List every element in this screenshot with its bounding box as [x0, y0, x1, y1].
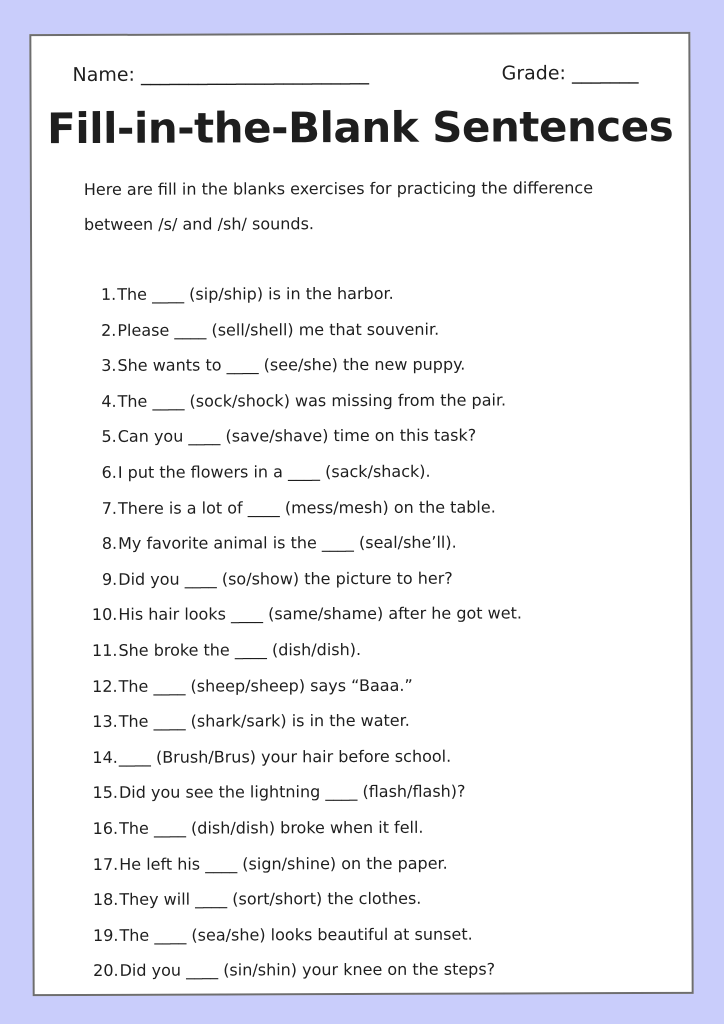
item-sentence: The ____ (sea/she) looks beautiful at sunset.	[119, 924, 473, 945]
list-item	[73, 560, 522, 597]
item-sentence: The ____ (shark/sark) is in the water.	[118, 710, 410, 731]
item-sentence: The ____ (dish/dish) broke when it fell.	[119, 817, 424, 838]
item-sentence: Can you ____ (save/shave) time on this task?	[117, 425, 477, 447]
item-number: 3.	[101, 356, 117, 376]
worksheet-page	[29, 32, 693, 996]
item-number: 13.	[92, 711, 118, 732]
item-number: 9.	[101, 569, 118, 589]
item-sentence: They will ____ (sort/short) the clothes.	[119, 888, 422, 909]
list-item	[75, 952, 524, 989]
list-item	[74, 881, 523, 918]
item-sentence: The ____ (sheep/sheep) says “Baaa.”	[118, 675, 413, 696]
item-number: 20.	[93, 961, 119, 981]
list-item	[72, 347, 521, 384]
item-number: 2.	[101, 320, 117, 340]
item-number: 6.	[101, 462, 117, 482]
list-item	[74, 916, 523, 953]
item-sentence: She broke the ____ (dish/dish).	[118, 639, 362, 660]
grade-field: Grade: _______	[501, 62, 639, 85]
item-number: 14.	[92, 747, 118, 767]
list-item	[73, 453, 522, 490]
page-title: Fill-in-the-Blank Sentences	[47, 101, 674, 154]
item-number: 8.	[101, 534, 118, 554]
list-item	[74, 667, 523, 704]
item-sentence: Did you ____ (so/show) the picture to her?	[118, 568, 453, 589]
item-number: 15.	[92, 783, 119, 803]
list-item	[73, 596, 522, 633]
item-sentence: There is a lot of ____ (mess/mesh) on the table.	[117, 497, 496, 518]
item-sentence: His hair looks ____ (same/shame) after he got wet.	[118, 603, 522, 625]
item-number: 16.	[92, 818, 119, 838]
item-sentence: The ____ (sock/shock) was missing from the pair.	[117, 390, 507, 411]
item-sentence: Did you see the lightning ____ (flash/flash)?	[118, 781, 466, 803]
intro-paragraph: Here are fill in the blanks exercises for practicing the difference between /s/ and /sh/ sounds.	[83, 178, 594, 234]
item-number: 5.	[101, 427, 117, 447]
list-item	[73, 489, 522, 526]
list-item	[73, 525, 522, 562]
item-number: 10.	[91, 605, 118, 625]
item-number: 19.	[92, 925, 119, 945]
header-row	[72, 62, 638, 86]
item-number: 4.	[101, 391, 117, 411]
list-item	[73, 418, 522, 455]
item-sentence: Did you ____ (sin/shin) your knee on the steps?	[119, 959, 496, 981]
list-item	[74, 738, 523, 775]
list-item	[74, 703, 523, 740]
name-field: Name: ________________________	[72, 62, 370, 87]
item-sentence: The ____ (sip/ship) is in the harbor.	[117, 283, 394, 304]
sentence-list	[72, 275, 523, 988]
list-item	[73, 631, 522, 668]
list-item	[74, 809, 523, 846]
item-number: 1.	[100, 284, 117, 304]
item-sentence: He left his ____ (sign/shine) on the paper.	[119, 853, 448, 874]
item-number: 12.	[92, 676, 118, 696]
item-number: 11.	[91, 640, 118, 660]
item-number: 18.	[92, 889, 119, 910]
item-number: 17.	[92, 854, 119, 874]
list-item	[74, 845, 523, 882]
item-number: 7.	[101, 498, 118, 518]
list-item	[74, 774, 523, 811]
item-sentence: ____ (Brush/Brus) your hair before school.	[118, 746, 452, 767]
item-sentence: I put the flowers in a ____ (sack/shack).	[117, 461, 431, 482]
item-sentence: Please ____ (sell/shell) me that souvenir.	[117, 319, 440, 340]
item-sentence: My favorite animal is the ____ (seal/she’ll).	[118, 532, 457, 554]
list-item	[72, 275, 521, 312]
item-sentence: She wants to ____ (see/she) the new puppy.	[117, 354, 466, 376]
list-item	[72, 311, 521, 348]
list-item	[73, 382, 522, 419]
